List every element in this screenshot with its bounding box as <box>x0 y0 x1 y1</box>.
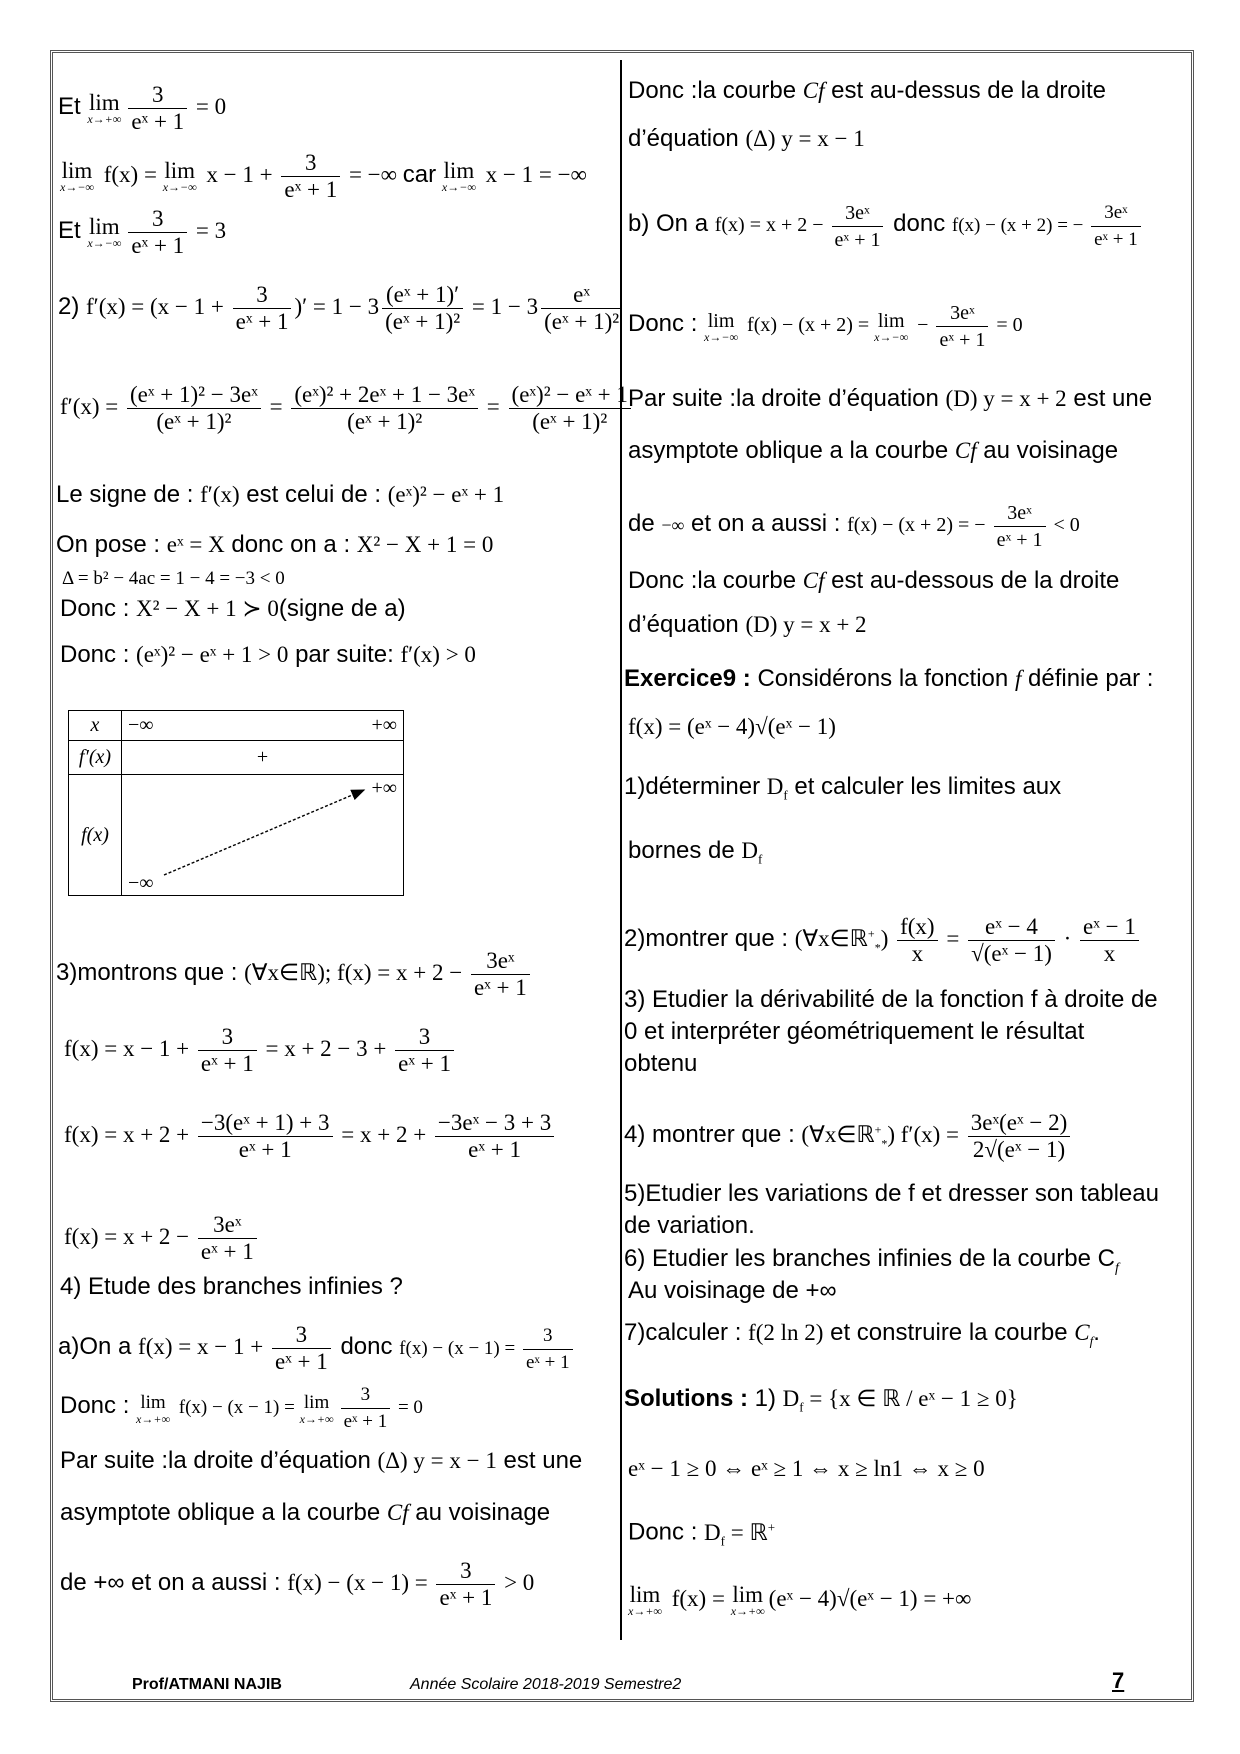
left-line-3: Et lim x→−∞ $\frac{3}{\text{eˣ + 1}}$ = 3 <box>58 206 227 258</box>
left-line-f1: f(x) = x − 1 + $\frac{3}{\text{eˣ + 1}}$ = x + 2 − 3 + $\frac{3}{\text{eˣ + 1}}$ <box>64 1024 457 1077</box>
exercise9-function: f(x) = (eˣ − 4)√(eˣ − 1) <box>628 714 836 739</box>
right-line-donc: Donc : lim x→−∞ f(x) − (x + 2) = lim x→−∞ − $\frac{\text{3eˣ}}{\text{eˣ + 1}}$ = 0 <box>628 302 1023 351</box>
vt-plus-inf: +∞ <box>371 714 397 736</box>
q5-text: 5)Etudier les variations de f et dresser son tableau de variation. <box>624 1180 1159 1239</box>
left-line-sign: Le signe de : f′(x) est celui de : (eˣ)² − eˣ + 1 <box>56 481 505 508</box>
left-line-donc3: Donc : lim x→+∞ f(x) − (x − 1) = lim x→+∞ $\frac{3}{\text{eˣ + 1}}$ = 0 <box>60 1384 423 1432</box>
left-line-5: f′(x) = $\frac{\text{(eˣ + 1)² − 3eˣ}}{\text{(eˣ + 1)²}}$ = $\frac{\text{(eˣ)² + 2eˣ + 1 − 3eˣ}}{\text{(eˣ + 1)²}}$ = $\frac{\text{(eˣ)² − eˣ + 1}}{\text{(eˣ + 1)²}}$ <box>60 382 634 435</box>
right-line-parsuite: Par suite :la droite d’équation (D) y = x + 2 est une <box>628 385 1153 412</box>
solution-donc: Donc : $D_f$ = ℝ+ <box>628 1518 776 1549</box>
exercise9-heading: Exercice9 : Considérons la fonction f définie par : <box>624 665 1154 692</box>
right-line-de: de −∞ et on a aussi : f(x) − (x + 2) = − $\frac{\text{3eˣ}}{\text{eˣ + 1}}$ < 0 <box>628 502 1080 551</box>
vt-bottom-val: −∞ <box>128 872 154 894</box>
q6-line-b: Au voisinage de +∞ <box>628 1277 837 1304</box>
left-line-asym: asymptote oblique a la courbe Cf au voisinage <box>60 1499 551 1526</box>
left-line-2: lim x→−∞ f(x) = lim x→−∞ x − 1 + $\frac{3}{\text{eˣ + 1}}$ = −∞ car lim x→−∞ x − 1 = −∞ <box>60 150 587 202</box>
right-line-2: d’équation (Δ) y = x − 1 <box>628 125 865 152</box>
left-line-q4: 4) Etude des branches infinies ? <box>60 1273 403 1300</box>
q4-line: 4) montrer que : (∀x∈ℝ+$_*$) f′(x) = $\frac{\text{3eˣ(eˣ − 2)}}{\text{2√(eˣ − 1)}}$ <box>624 1110 1073 1163</box>
q7-line: 7)calculer : f(2 ln 2) et construire la courbe $C_f$. <box>624 1319 1100 1349</box>
vt-x-row <box>122 711 404 741</box>
right-line-below: Donc :la courbe Cf est au-dessous de la droite <box>628 567 1120 594</box>
left-line-donc1: Donc : X² − X + 1 ≻ 0(signe de a) <box>60 595 406 622</box>
vt-arrow <box>132 775 412 895</box>
footer-year: Année Scolaire 2018-2019 Semestre2 <box>410 1676 682 1693</box>
left-line-f2: f(x) = x + 2 + $\frac{\text{−3(eˣ + 1) + 3}}{\text{eˣ + 1}}$ = x + 2 + $\frac{\text{−3eˣ − 3 + 3}}{\text{eˣ + 1}}$ <box>64 1110 557 1163</box>
variation-table <box>68 710 404 896</box>
vt-fprime-label: f′(x) <box>69 741 122 775</box>
vt-f-label: f(x) <box>69 775 122 896</box>
vt-f-row <box>122 775 404 896</box>
left-line-parsuite: Par suite :la droite d’équation (Δ) y = x − 1 est une <box>60 1447 583 1474</box>
q1-line-c: bornes de $D_f$ <box>628 837 763 867</box>
left-line-1: Et lim x→+∞ $\frac{3}{\text{eˣ + 1}}$ = 0 <box>58 82 227 134</box>
q1-line-a: 1)déterminer $D_f$ et calculer les limites aux <box>624 773 1062 803</box>
left-line-a: a)On a f(x) = x − 1 + $\frac{3}{\text{eˣ + 1}}$ donc f(x) − (x − 1) = $\frac{3}{\text{eˣ + 1}}$ <box>58 1322 576 1376</box>
right-line-asym: asymptote oblique a la courbe Cf au voisinage <box>628 437 1119 464</box>
footer-author: Prof/ATMANI NAJIB <box>132 1676 282 1693</box>
q6-line-a: 6) Etudier les branches infinies de la courbe $C_f$ <box>624 1245 1119 1276</box>
solutions-heading: Solutions : 1) $D_f = \{x$ ∈ ℝ / eˣ − 1 ≥ 0} <box>624 1385 1018 1415</box>
vt-sign: + <box>122 741 404 775</box>
q3-text: 3) Etudier la dérivabilité de la fonction f à droite de 0 et interpréter géométriquement le résultat obtenu <box>624 986 1158 1077</box>
vt-top-val: +∞ <box>371 777 397 799</box>
vt-minus-inf: −∞ <box>128 714 154 736</box>
right-line-1: Donc :la courbe Cf est au-dessus de la droite <box>628 77 1106 104</box>
left-line-4: 2) f′(x) = (x − 1 + $\frac{3}{\text{eˣ + 1}}$ )′ = 1 − 3 $\frac{\text{(eˣ + 1)′}}{\text{(eˣ + 1)²}}$ = 1 − 3 $\frac{\text{eˣ}}{\text{(eˣ + 1)²}}$ <box>58 282 625 335</box>
left-line-pose: On pose : eˣ = X donc on a : X² − X + 1 = 0 <box>56 531 494 558</box>
left-line-delta: Δ = b² − 4ac = 1 − 4 = −3 < 0 <box>62 568 285 589</box>
page-number: 7 <box>1112 1668 1125 1693</box>
left-line-de: de +∞ et on a aussi : f(x) − (x − 1) = $\frac{3}{\text{eˣ + 1}}$ > 0 <box>60 1558 535 1610</box>
right-line-eq: d’équation (D) y = x + 2 <box>628 611 867 638</box>
vt-x-label: x <box>69 711 122 741</box>
solution-limit: lim x→+∞ f(x) = lim x→+∞ (eˣ − 4)√(eˣ − 1) = +∞ <box>628 1581 972 1618</box>
q2-line: 2)montrer que : (∀x∈ℝ+$_*$) $\frac{f(x)}{x}$ = $\frac{\text{eˣ − 4}}{\text{√(eˣ − 1)}}$ · $\frac{\text{eˣ − 1}}{x}$ <box>624 914 1142 967</box>
left-line-donc2: Donc : (eˣ)² − eˣ + 1 > 0 par suite: f′(x) > 0 <box>60 641 476 668</box>
right-line-b: b) On a f(x) = x + 2 − $\frac{\text{3eˣ}}{\text{eˣ + 1}}$ donc f(x) − (x + 2) = − $\frac{\text{3eˣ}}{\text{eˣ + 1}}$ <box>628 200 1144 253</box>
left-line-q3: 3)montrons que : (∀x∈ℝ); f(x) = x + 2 − $\frac{\text{3eˣ}}{\text{eˣ + 1}}$ <box>56 948 533 1001</box>
left-line-f3: f(x) = x + 2 − $\frac{\text{3eˣ}}{\text{eˣ + 1}}$ <box>64 1212 260 1265</box>
solution-line-2: eˣ − 1 ≥ 0 ⇔ eˣ ≥ 1 ⇔ x ≥ ln1 ⇔ x ≥ 0 <box>628 1456 985 1481</box>
